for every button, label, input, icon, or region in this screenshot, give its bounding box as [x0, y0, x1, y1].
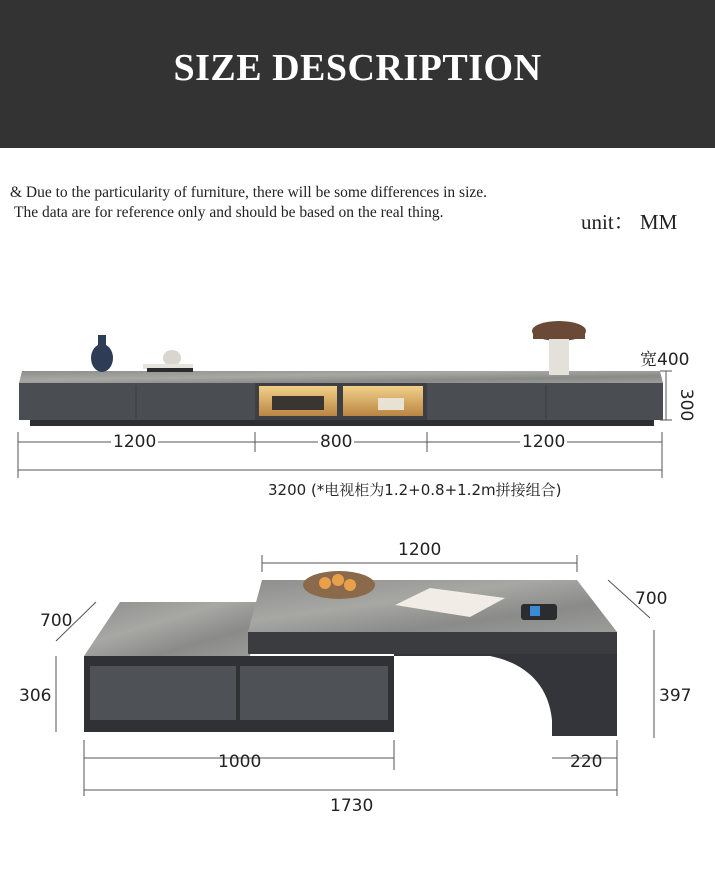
tv-right-width-label: 1200 [522, 432, 566, 452]
page-title: SIZE DESCRIPTION [173, 47, 542, 89]
tv-middle-width-label: 800 [320, 432, 353, 452]
tv-height-label: 300 [676, 388, 697, 422]
table-right-depth-label: 700 [635, 589, 668, 609]
tv-total-width-label: 3200 (*电视柜为1.2+0.8+1.2m拼接组合) [268, 481, 562, 499]
table-left-depth-label: 700 [40, 611, 73, 631]
unit-label: unit： MM [581, 210, 678, 234]
tv-cabinet-drawing [19, 321, 663, 426]
table-base-width-label: 1000 [218, 752, 262, 772]
table-side-width-label: 220 [570, 752, 603, 772]
table-total-width-label: 1730 [330, 796, 374, 816]
note-line-2: The data are for reference only and should be based on the real thing. [14, 204, 444, 221]
tv-left-width-label: 1200 [113, 432, 157, 452]
tv-depth-label: 宽400 [640, 350, 690, 370]
table-top-width-label: 1200 [398, 540, 442, 560]
table-left-height-label: 306 [19, 686, 52, 706]
note-line-1: & Due to the particularity of furniture, there will be some differences in size. [10, 184, 488, 201]
coffee-table-drawing [84, 571, 617, 736]
table-right-height-label: 397 [659, 686, 692, 706]
